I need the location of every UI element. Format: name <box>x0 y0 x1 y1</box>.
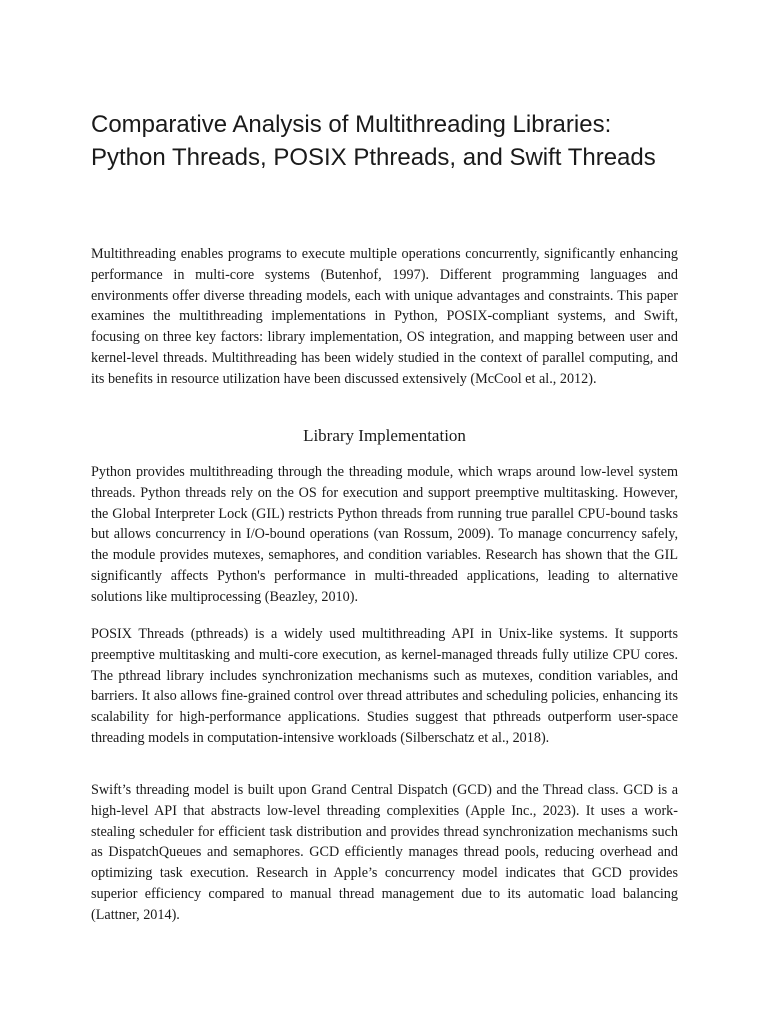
swift-threads-paragraph: Swift’s threading model is built upon Grand Central Dispatch (GCD) and the Thread class. GCD is a high-level API that abstracts low-level threading complexities (Apple Inc., 2023). It uses a work-stealing scheduler for efficient task distribution and provides thread synchronization mechanisms such as DispatchQueues and semaphores. GCD efficiently manages thread pools, reducing overhead and optimizing task execution. Research in Apple’s concurrency model indicates that GCD provides superior efficiency compared to manual thread management due to its automatic load balancing (Lattner, 2014). <box>91 782 678 923</box>
python-threads-paragraph: Python provides multithreading through the threading module, which wraps around low-level system threads. Python threads rely on the OS for execution and support preemptive multitasking. However, the Global Interpreter Lock (GIL) restricts Python threads from running true parallel CPU-bound tasks but allows concurrency in I/O-bound operations (van Rossum, 2009). To manage concurrency safely, the module provides mutexes, semaphores, and condition variables. Research has shown that the GIL significantly affects Python's performance in multi-threaded applications, leading to alternative solutions like multiprocessing (Beazley, 2010). <box>91 464 678 605</box>
paper-title: Comparative Analysis of Multithreading Libraries: Python Threads, POSIX Pthreads, and Swift Threads <box>91 111 656 171</box>
section-heading-library-implementation: Library Implementation <box>303 426 466 445</box>
posix-pthreads-paragraph: POSIX Threads (pthreads) is a widely used multithreading API in Unix-like systems. It supports preemptive multitasking and multi-core execution, as kernel-managed threads fully utilize CPU cores. The pthread library includes synchronization mechanisms such as mutexes, condition variables, and barriers. It also allows fine-grained control over thread attributes and scheduling policies, enhancing its scalability for high-performance applications. Studies suggest that pthreads outperform user-space threading models in computation-intensive workloads (Silberschatz et al., 2018). <box>91 626 678 746</box>
intro-paragraph: Multithreading enables programs to execute multiple operations concurrently, significantly enhancing performance in multi-core systems (Butenhof, 1997). Different programming languages and environments offer diverse threading models, each with unique advantages and constraints. This paper examines the multithreading implementations in Python, POSIX-compliant systems, and Swift, focusing on three key factors: library implementation, OS integration, and mapping between user and kernel-level threads. Multithreading has been widely studied in the context of parallel computing, and its benefits in resource utilization have been discussed extensively (McCool et al., 2012). <box>91 246 678 387</box>
